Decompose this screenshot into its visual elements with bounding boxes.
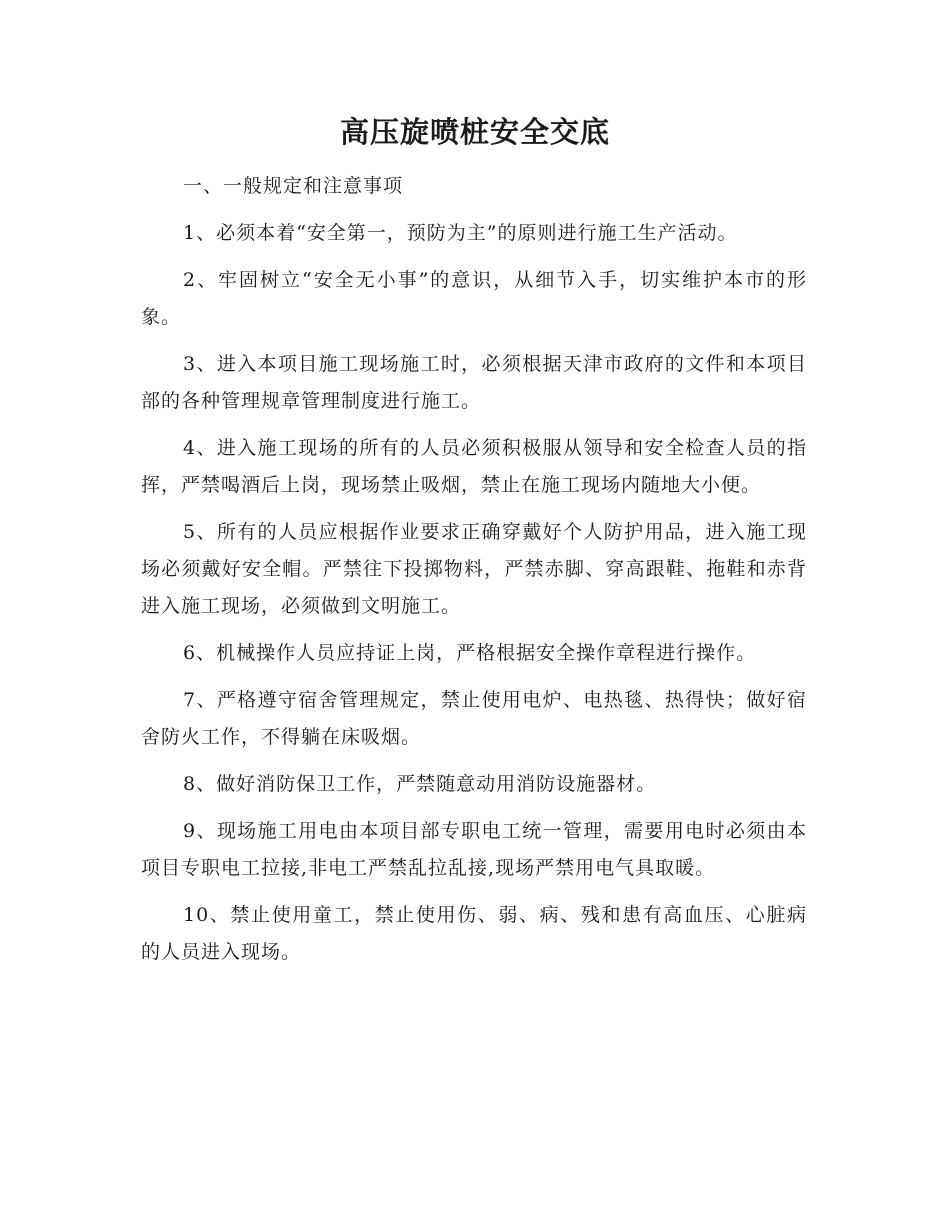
list-item: 4、进入施工现场的所有的人员必须积极服从领导和安全检查人员的指挥，严禁喝酒后上岗，现场禁止吸烟，禁止在施工现场内随地大小便。 bbox=[141, 437, 807, 496]
list-item: 6、机械操作人员应持证上岗，严格根据安全操作章程进行操作。 bbox=[183, 642, 757, 664]
list-item: 9、现场施工用电由本项目部专职电工统一管理，需要用电时必须由本项目专职电工拉接,非电工严禁乱拉乱接,现场严禁用电气具取暖。 bbox=[141, 820, 807, 879]
list-item: 5、所有的人员应根据作业要求正确穿戴好个人防护用品，进入施工现场必须戴好安全帽。严禁往下投掷物料，严禁赤脚、穿高跟鞋、拖鞋和赤背进入施工现场，必须做到文明施工。 bbox=[141, 521, 807, 617]
document-body bbox=[141, 168, 807, 981]
list-item: 10、禁止使用童工，禁止使用伤、弱、病、残和患有高血压、心脏病的人员进入现场。 bbox=[141, 904, 807, 963]
list-item: 8、做好消防保卫工作，严禁随意动用消防设施器材。 bbox=[183, 773, 657, 795]
document-title: 高压旋喷桩安全交底 bbox=[339, 115, 610, 149]
list-item: 7、严格遵守宿舍管理规定，禁止使用电炉、电热毯、热得快；做好宿舍防火工作，不得躺在床吸烟。 bbox=[141, 689, 807, 748]
section-heading: 一、一般规定和注意事项 bbox=[183, 175, 404, 197]
list-item: 2、牢固树立“安全无小事”的意识，从细节入手，切实维护本市的形象。 bbox=[141, 269, 807, 328]
list-item: 1、必须本着“安全第一，预防为主”的原则进行施工生产活动。 bbox=[183, 222, 738, 244]
list-item: 3、进入本项目施工现场施工时，必须根据天津市政府的文件和本项目部的各种管理规章管理制度进行施工。 bbox=[141, 353, 807, 412]
